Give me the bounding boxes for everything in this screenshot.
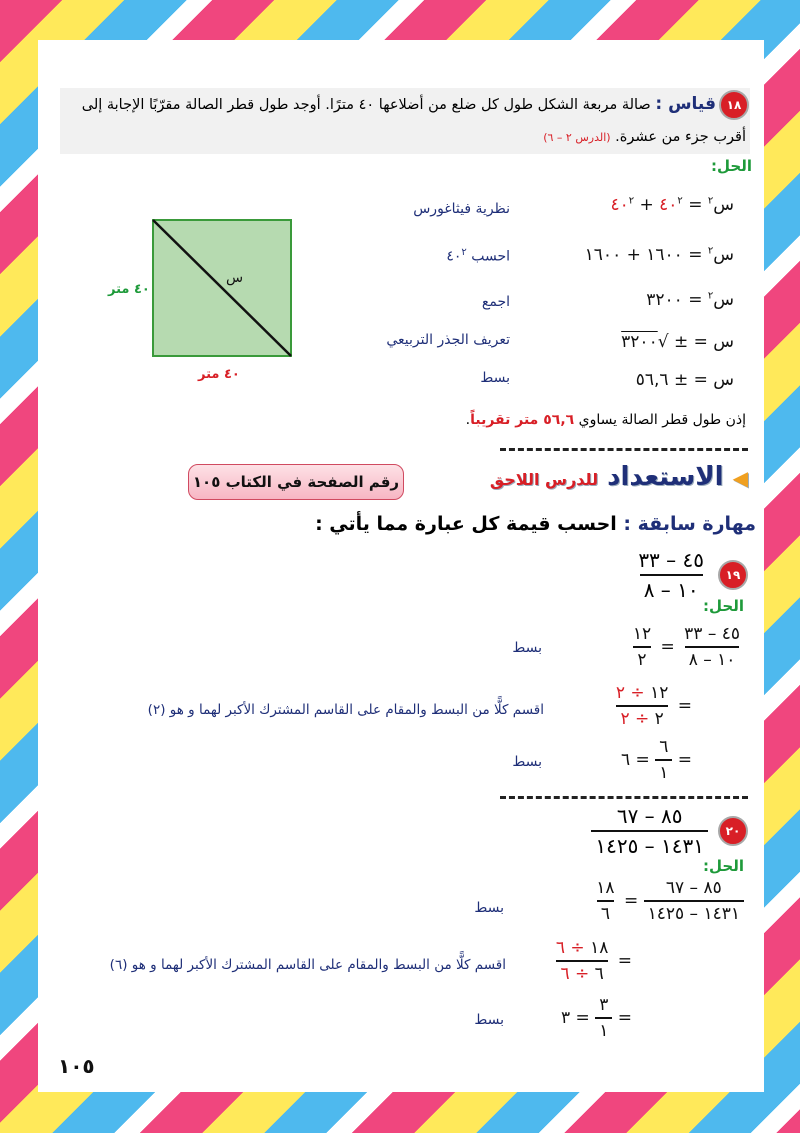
page-number: ١٠٥ xyxy=(58,1054,95,1078)
denominator: ٦ xyxy=(594,964,604,984)
step-reason: بسط xyxy=(512,754,542,770)
denominator: ١٠ – ٨ xyxy=(685,646,740,670)
numerator: ٨٥ – ٦٧ xyxy=(616,804,683,828)
denominator: ١٤٣١ – ١٤٢٥ xyxy=(591,830,708,858)
question-19-expression xyxy=(634,548,708,602)
question-20-expression xyxy=(591,804,708,858)
conclusion xyxy=(466,412,746,428)
numerator: ٣ xyxy=(599,995,609,1015)
denominator: ١ xyxy=(595,1017,612,1041)
question-18-text-line2 xyxy=(543,129,746,145)
step-reason-1: نظرية فيثاغورس xyxy=(413,201,510,217)
page-number-badge: رقم الصفحة في الكتاب ١٠٥ xyxy=(188,464,404,500)
equation-step-2: س$^٢$ = ١٦٠٠ + ١٦٠٠ xyxy=(584,245,734,265)
conclusion-answer: ٥٦,٦ متر تقريباً xyxy=(470,412,575,428)
numerator: ١٢ xyxy=(650,683,669,703)
step-reason: اقسم كلًّا من البسط والمقام على القاسم المشترك الأكبر لهما و هو (٦) xyxy=(109,957,506,973)
q19-step-3: = $\frac{٦}{١}$ = ٦ xyxy=(621,737,692,783)
numerator: ١٨ xyxy=(596,878,615,898)
numerator: ٨٥ – ٦٧ xyxy=(665,878,722,898)
equation-step-4: س = ± √٣٢٠٠ xyxy=(621,332,734,352)
question-text-line1: صالة مربعة الشكل طول كل ضلع من أضلاعها ٤٠ مترًا. أوجد طول قطر الصالة مقرّبًا الإجابة إلى xyxy=(81,97,651,113)
q19-step-1: $\frac{٤٥ - ٣٣}{١٠ - ٨}$ = $\frac{١٢}{٢}$ xyxy=(629,624,744,670)
denominator: ١ xyxy=(655,759,672,783)
conclusion-start: إذن طول قطر الصالة يساوي xyxy=(578,412,746,428)
dashed-divider-2 xyxy=(500,796,748,799)
denominator: ٢ xyxy=(654,709,664,729)
equation-step-5: س = ± ٥٦,٦ xyxy=(635,370,734,390)
readiness-header xyxy=(490,462,748,492)
numerator: ٤٥ – ٣٣ xyxy=(684,624,740,644)
numerator: ١٨ xyxy=(590,938,609,958)
solution-label: الحل: xyxy=(703,857,744,875)
numerator: ٤٥ – ٣٣ xyxy=(638,548,704,572)
lesson-reference: (الدرس ٢ – ٦) xyxy=(543,131,611,144)
conclusion-end: . xyxy=(465,412,471,428)
denominator: ١٠ – ٨ xyxy=(640,574,703,602)
prior-skill-text: احسب قيمة كل عبارة مما يأتي : xyxy=(315,513,617,535)
q20-step-2: = $\frac{١٨ \div ٦}{٦ \div ٦}$ xyxy=(555,938,632,984)
readiness-title: الاستعداد xyxy=(607,462,724,492)
question-number-badge: ٢٠ xyxy=(718,816,748,846)
q20-step-3: = $\frac{٣}{١}$ = ٣ xyxy=(561,995,632,1041)
question-label: قياس : xyxy=(655,94,716,114)
readiness-subtitle: للدرس اللاحق xyxy=(489,470,599,489)
numerator: ١٢ xyxy=(632,624,652,644)
step-reason-4: تعريف الجذر التربيعي xyxy=(386,332,510,348)
solution-label: الحل: xyxy=(703,597,744,615)
divisor: ÷ ٢ xyxy=(620,709,650,729)
denominator: ٢ xyxy=(633,646,650,670)
step-reason-2: احسب $٤٠^٢$ xyxy=(446,247,510,265)
equation-step-1: س$^٢$ = $٤٠^٢$ + $٤٠^٢$ xyxy=(610,195,734,215)
prior-skill xyxy=(315,513,756,535)
divisor: ÷ ٦ xyxy=(555,938,585,958)
step-reason-3: اجمع xyxy=(481,294,510,310)
denominator: ١٤٣١ – ١٤٢٥ xyxy=(644,900,744,924)
dashed-divider-1 xyxy=(500,448,748,451)
equation-step-3: س$^٢$ = ٣٢٠٠ xyxy=(646,290,734,310)
divisor: ÷ ٢ xyxy=(615,683,645,703)
q19-step-2: = $\frac{١٢ \div ٢}{٢ \div ٢}$ xyxy=(615,683,692,729)
step-reason: بسط xyxy=(512,640,542,656)
side-length-label: ٤٠ متر xyxy=(108,282,150,297)
divisor: ÷ ٦ xyxy=(560,964,590,984)
square-diagram xyxy=(98,210,298,390)
question-number-badge: ١٨ xyxy=(719,90,749,120)
q20-step-1: $\frac{٨٥ - ٦٧}{١٤٣١ - ١٤٢٥}$ = $\frac{١٨}{٦}$ xyxy=(592,878,744,924)
question-text-line2: أقرب جزء من عشرة. xyxy=(615,129,746,145)
step-reason: اقسم كلًّا من البسط والمقام على القاسم المشترك الأكبر لهما و هو (٢) xyxy=(147,702,544,718)
prior-skill-label: مهارة سابقة : xyxy=(623,513,756,535)
page xyxy=(38,40,764,1092)
result: ٣ xyxy=(561,1008,571,1028)
solution-label: الحل: xyxy=(711,157,752,175)
diagonal-label: س xyxy=(226,270,244,286)
bottom-length-label: ٤٠ متر xyxy=(198,367,240,382)
step-reason: بسط xyxy=(474,1012,504,1028)
question-number-badge: ١٩ xyxy=(718,560,748,590)
step-reason-5: بسط xyxy=(480,370,510,386)
step-reason: بسط xyxy=(474,900,504,916)
numerator: ٦ xyxy=(659,737,669,757)
triangle-icon: ◀ xyxy=(732,466,748,490)
denominator: ٦ xyxy=(597,900,614,924)
result: ٦ xyxy=(621,750,631,770)
question-18-text xyxy=(82,94,716,114)
